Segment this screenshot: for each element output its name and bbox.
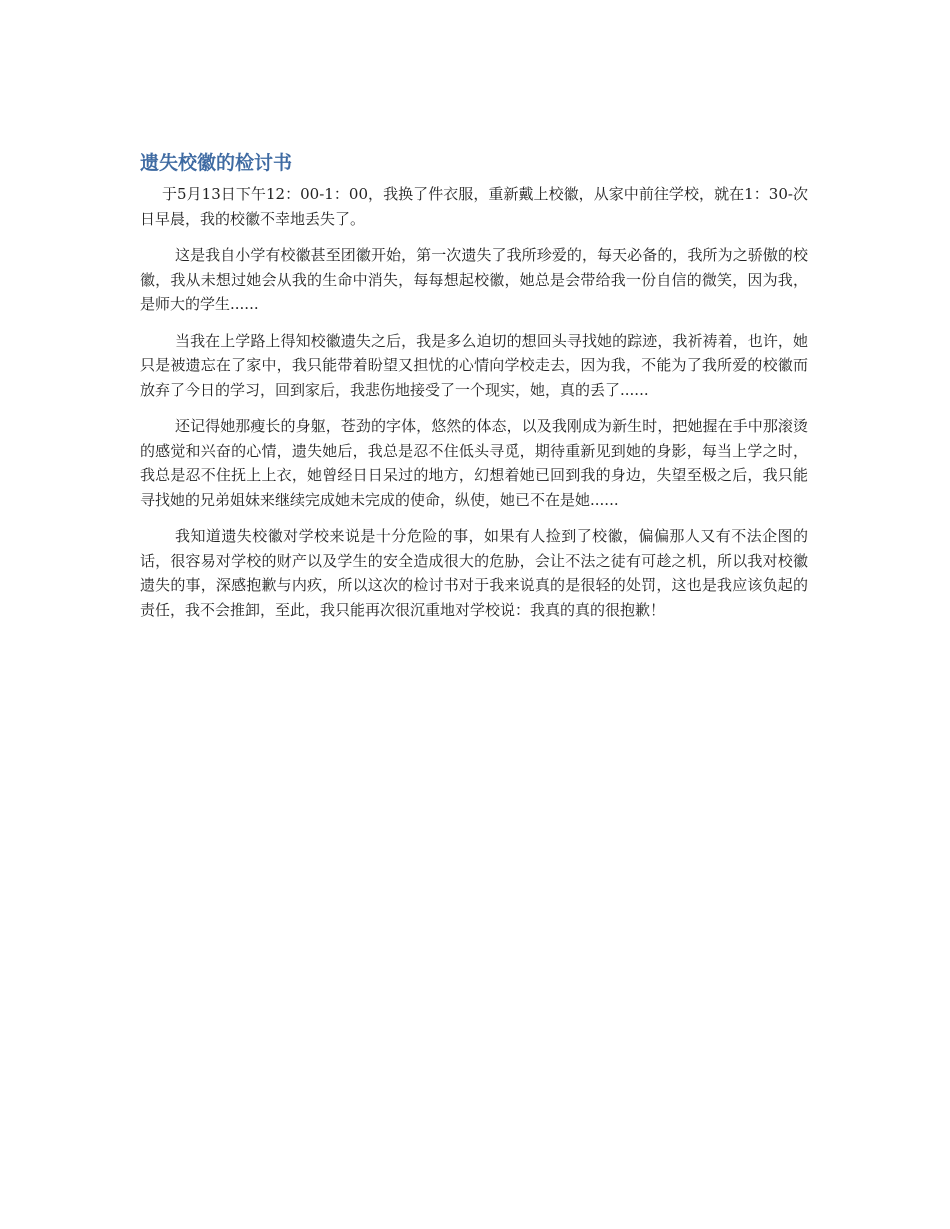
paragraph-2: 这是我自小学有校徽甚至团徽开始，第一次遗失了我所珍爱的，每天必备的，我所为之骄傲的校徽，我从未想过她会从我的生命中消失，每每想起校徽，她总是会带给我一份自信的微笑，因为我，是师大的学生...... [140, 246, 808, 313]
paragraph-5: 我知道遗失校徽对学校来说是十分危险的事，如果有人捡到了校徽，偏偏那人又有不法企图的话，很容易对学校的财产以及学生的安全造成很大的危胁，会让不法之徒有可趁之机，所以我对校徽遗失的事，深感抱歉与内疚，所以这次的检讨书对于我来说真的是很轻的处罚，这也是我应该负起的责任，我不会推卸，至此，我只能再次很沉重地对学校说：我真的真的很抱歉！ [140, 527, 808, 619]
paragraph-4: 还记得她那瘦长的身躯，苍劲的字体，悠然的体态，以及我刚成为新生时，把她握在手中那滚烫的感觉和兴奋的心情，遗失她后，我总是忍不住低头寻觅，期待重新见到她的身影，每当上学之时，我总是忍不住抚上上衣，她曾经日日呆过的地方，幻想着她已回到我的身边，失望至极之后，我只能寻找她的兄弟姐妹来继续完成她未完成的使命，纵使，她已不在是她...... [140, 417, 808, 509]
paragraph-1: 于5月13日下午12：00-1：00，我换了件衣服，重新戴上校徽，从家中前往学校，就在1：30-次日早晨，我的校徽不幸地丢失了。 [140, 185, 808, 228]
document-title: 遗失校徽的检讨书 [140, 152, 293, 174]
document-page [140, 148, 808, 634]
paragraph-3: 当我在上学路上得知校徽遗失之后，我是多么迫切的想回头寻找她的踪迹，我祈祷着，也许，她只是被遗忘在了家中，我只能带着盼望又担忧的心情向学校走去，因为我，不能为了我所爱的校徽而放弃了今日的学习，回到家后，我悲伤地接受了一个现实，她，真的丢了...... [140, 331, 808, 399]
